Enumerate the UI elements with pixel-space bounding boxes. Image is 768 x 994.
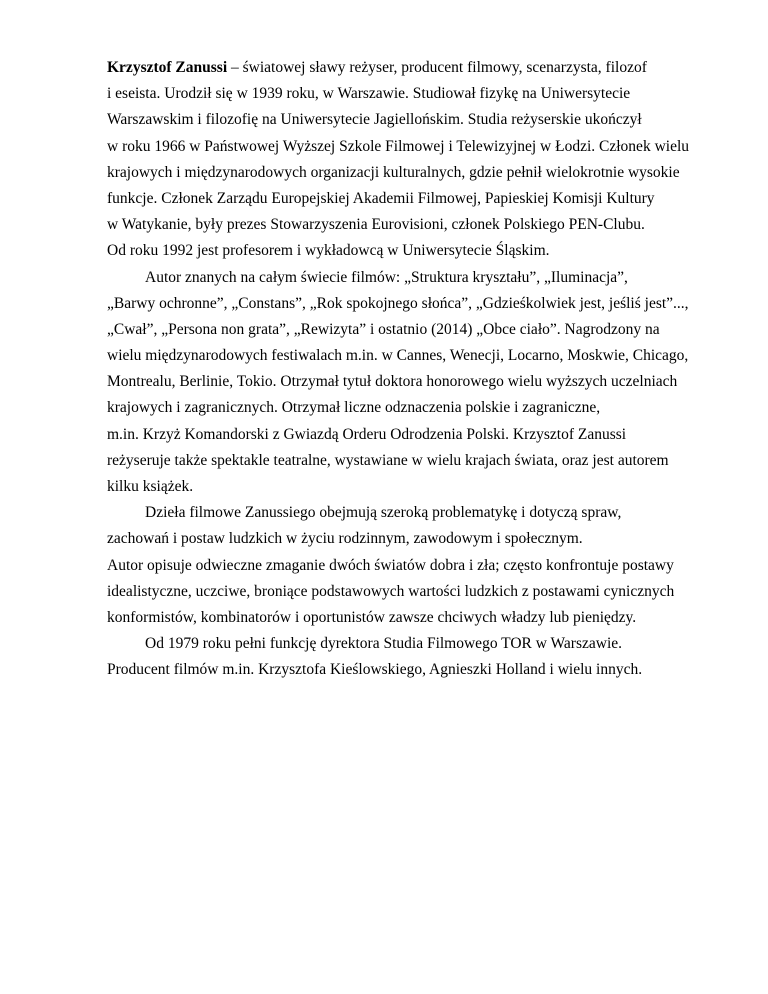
text-line-8: Od roku 1992 jest profesorem i wykładowcą w Uniwersytecie Śląskim. (107, 242, 550, 260)
text-line-10: „Barwy ochronne”, „Constans”, „Rok spokojnego słońca”, „Gdzieśkolwiek jest, jeśliś jest”..., (107, 294, 689, 312)
text-line-12: wielu międzynarodowych festiwalach m.in. w Cannes, Wenecji, Locarno, Moskwie, Chicago, (107, 347, 689, 365)
text-line-6: funkcje. Członek Zarządu Europejskiej Akademii Filmowej, Papieskiej Komisji Kultury (107, 189, 655, 207)
text-line-18: Dzieła filmowe Zanussiego obejmują szeroką problematykę i dotyczą spraw, (145, 504, 622, 522)
text-line-14: krajowych i zagranicznych. Otrzymał liczne odznaczenia polskie i zagraniczne, (107, 399, 601, 417)
text-line-9: Autor znanych na całym świecie filmów: „Struktura kryształu”, „Iluminacja”, (145, 268, 628, 286)
text-line-1 (107, 55, 707, 81)
text-line-3: Warszawskim i filozofię na Uniwersytecie Jagiellońskim. Studia reżyserskie ukończył (107, 111, 642, 129)
text-line-1-rest: – światowej sławy reżyser, producent filmowy, scenarzysta, filozof (227, 59, 647, 76)
text-line-5: krajowych i międzynarodowych organizacji kulturalnych, gdzie pełnił wielokrotnie wysokie (107, 163, 680, 181)
text-line-23: Od 1979 roku pełni funkcję dyrektora Studia Filmowego TOR w Warszawie. (145, 635, 623, 653)
text-line-19: zachowań i postaw ludzkich w życiu rodzinnym, zawodowym i społecznym. (107, 530, 583, 548)
text-line-17: kilku książek. (107, 478, 194, 495)
text-line-2: i eseista. Urodził się w 1939 roku, w Warszawie. Studiował fizykę na Uniwersytecie (107, 85, 631, 103)
text-line-24: Producent filmów m.in. Krzysztofa Kieślowskiego, Agnieszki Holland i wielu innych. (107, 661, 643, 679)
text-line-11: „Cwał”, „Persona non grata”, „Rewizyta” i ostatnio (2014) „Obce ciało”. Nagrodzony na (107, 320, 660, 338)
text-line-4: w roku 1966 w Państwowej Wyższej Szkole Filmowej i Telewizyjnej w Łodzi. Członek wielu (107, 137, 689, 155)
text-line-13: Montrealu, Berlinie, Tokio. Otrzymał tytuł doktora honorowego wielu wyższych uczelniach (107, 373, 678, 391)
text-line-16: reżyseruje także spektakle teatralne, wystawiane w wielu krajach świata, oraz jest autorem (107, 451, 669, 469)
text-line-20: Autor opisuje odwieczne zmaganie dwóch światów dobra i zła; często konfrontuje postawy (107, 556, 674, 574)
text-line-21: idealistyczne, uczciwe, broniące podstawowych wartości ludzkich z postawami cynicznych (107, 582, 675, 600)
author-name: Krzysztof Zanussi (107, 59, 228, 76)
text-line-22: konformistów, kombinatorów i oportunistów zawsze chciwych władzy lub pieniędzy. (107, 608, 637, 626)
text-line-7: w Watykanie, były prezes Stowarzyszenia Eurovisioni, członek Polskiego PEN-Clubu. (107, 216, 645, 234)
biography-text (107, 55, 707, 684)
text-line-15: m.in. Krzyż Komandorski z Gwiazdą Orderu Odrodzenia Polski. Krzysztof Zanussi (107, 425, 627, 443)
